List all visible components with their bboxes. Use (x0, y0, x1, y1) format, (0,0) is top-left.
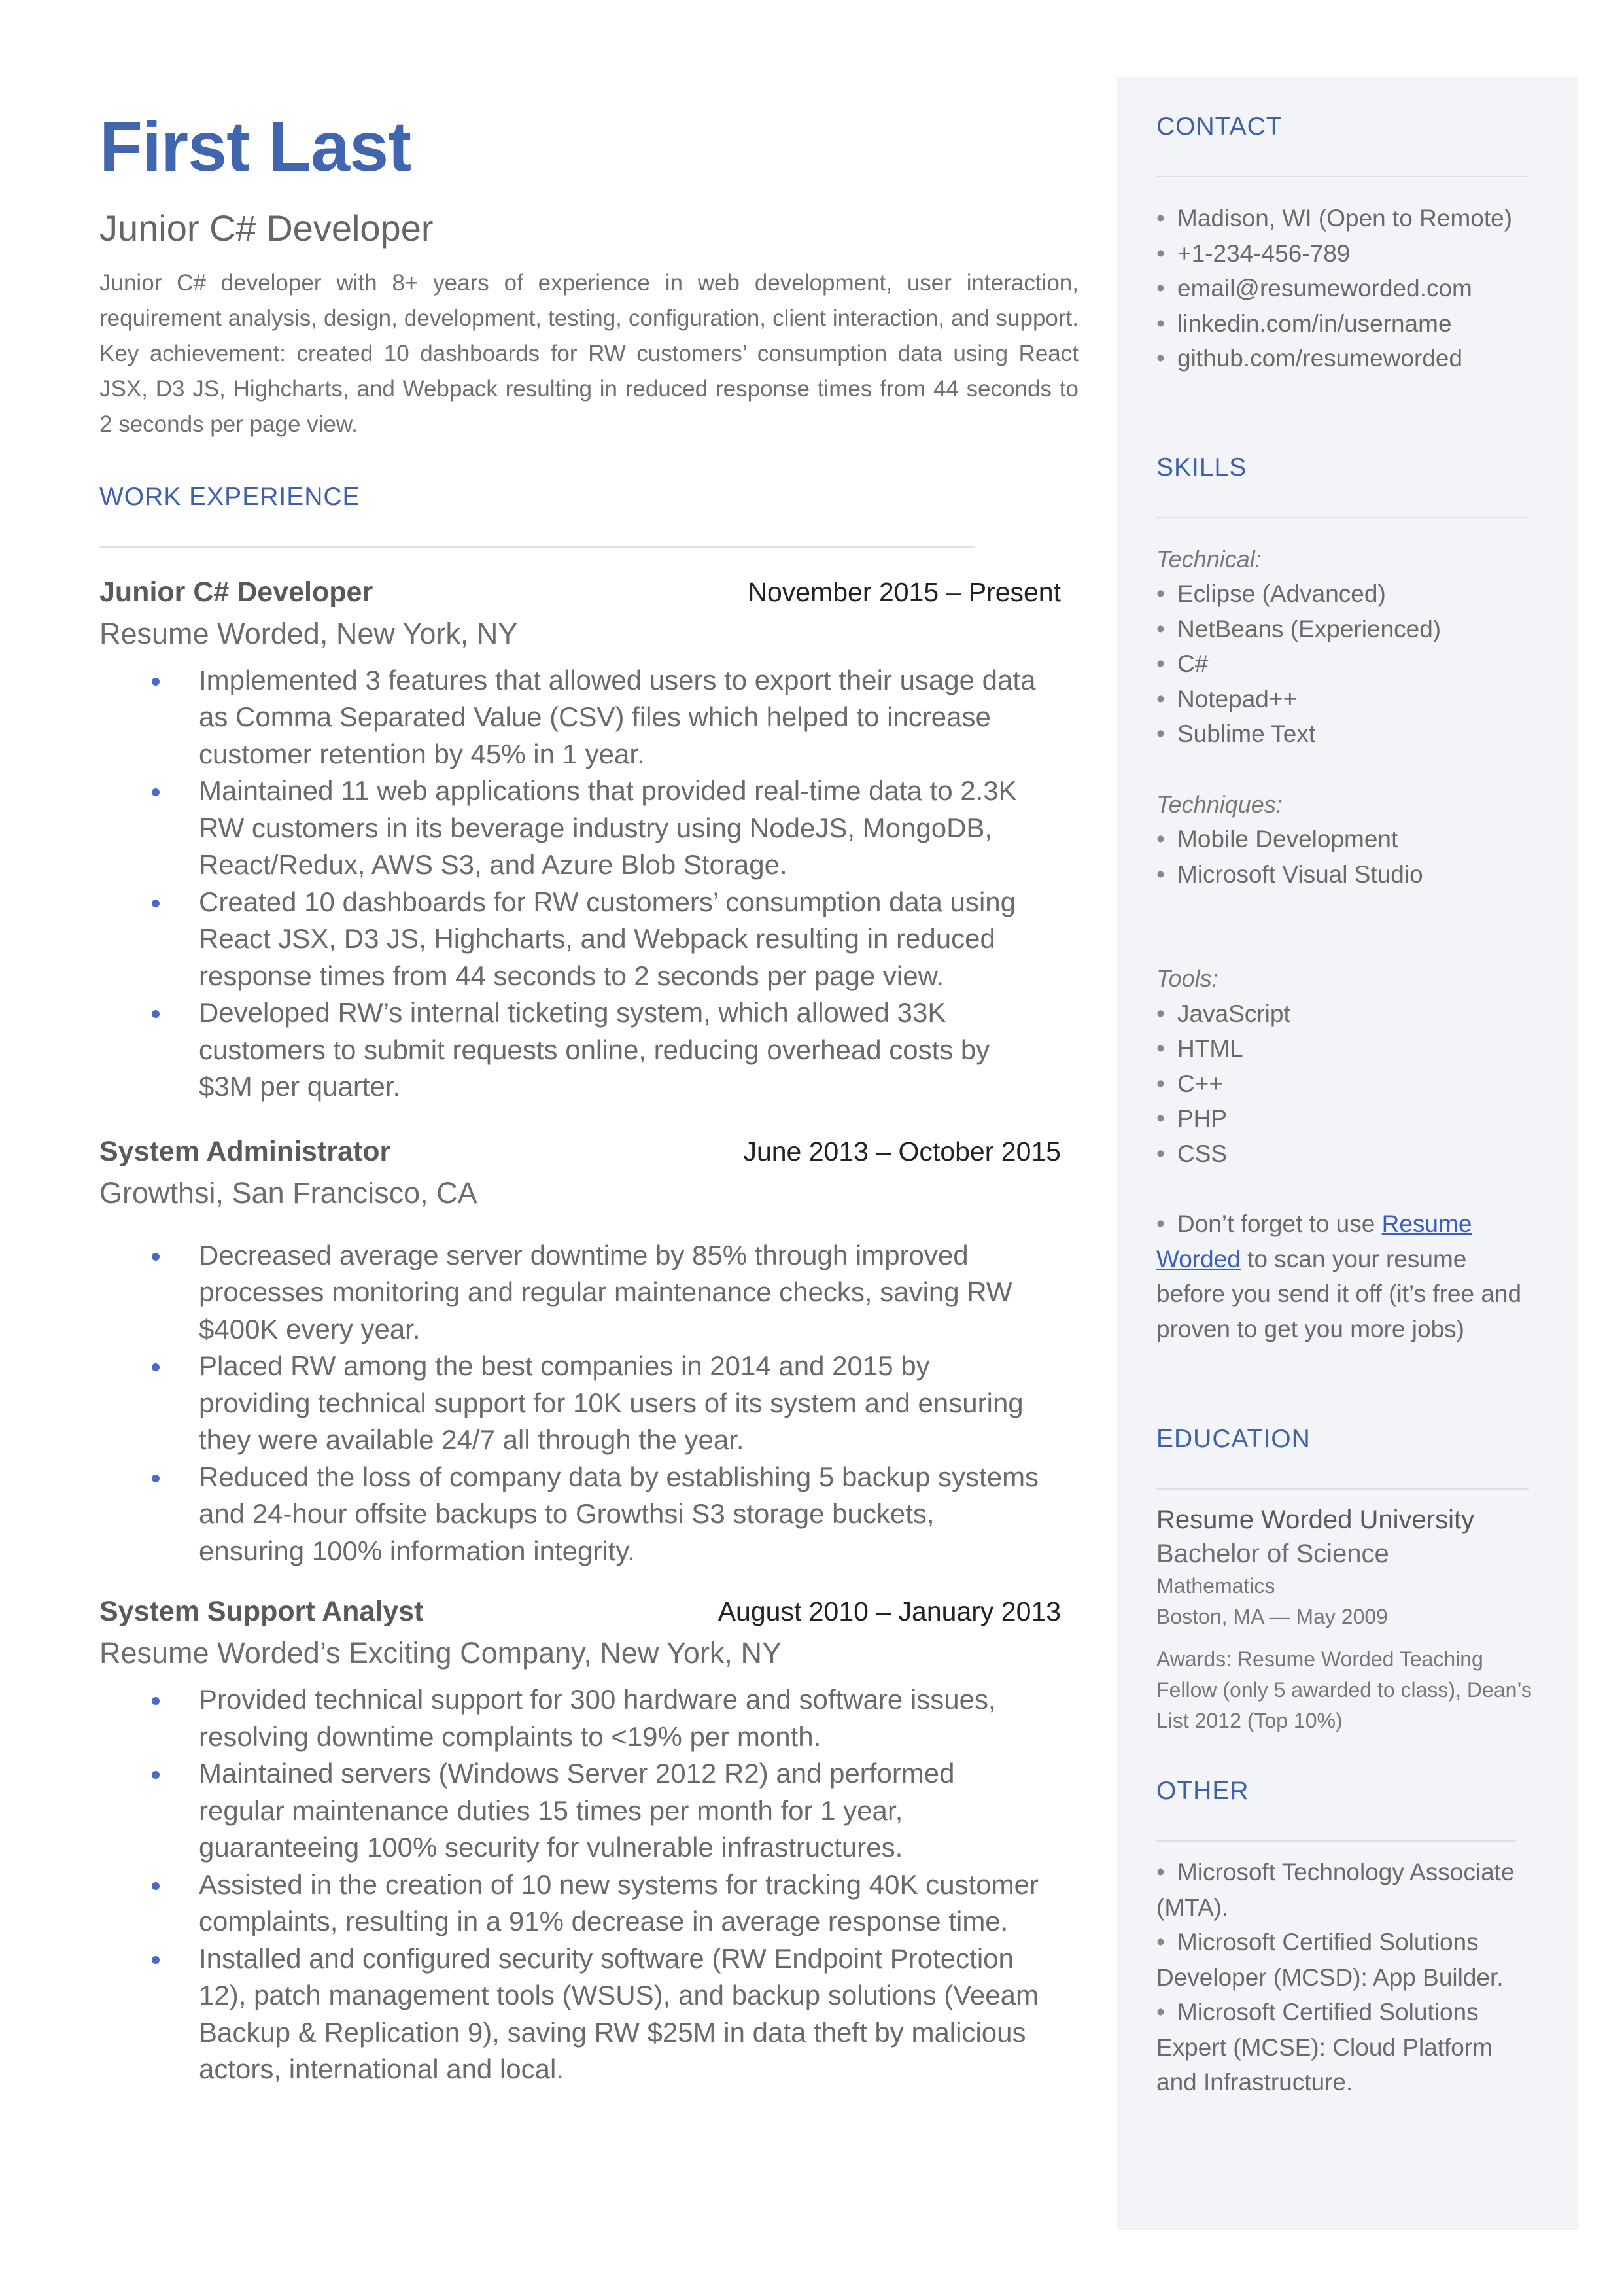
bullet-dot (152, 1363, 160, 1371)
list-item: • Notepad++ (1156, 685, 1298, 712)
list-item: • Sublime Text (1156, 720, 1316, 747)
summary: Junior C# developer with 8+ years of experience in web development, user interaction, requirement analysis, design, development, testing, configuration, client interaction, and support. Key achievement: created 10 dashboards for RW customers’ consumption data using React JSX, D3 JS, Highcharts, and Webpack resulting in reduced response times from 44 seconds to 2 seconds per page view. (99, 270, 1079, 437)
job-entry (99, 576, 1061, 1106)
sidebar-content (1156, 114, 1536, 2100)
job-title: System Administrator (99, 1135, 391, 1167)
job-title: System Support Analyst (99, 1596, 424, 1628)
job-title: Junior C# Developer (99, 576, 373, 608)
education-school: Resume Worded University (1156, 1505, 1475, 1534)
job-company: Resume Worded, New York, NY (99, 616, 518, 650)
list-item: Created 10 dashboards for RW customers’ consumption data using React JSX, D3 JS, Highcharts, and Webpack resulting in reduced response times from 44 seconds to 2 seconds per page view. (199, 884, 1045, 995)
contact-phone[interactable]: • +1-234-456-789 (1156, 239, 1351, 267)
divider (99, 546, 975, 548)
divider (1156, 1488, 1529, 1490)
list-item: • Microsoft Technology Associate (MTA). (1156, 1859, 1515, 1921)
bullet-dot (152, 1253, 160, 1261)
resume-worded-tip: • Don’t forget to use Resume Worded to scan your resume before you send it off (it’s free and proven to get you more jobs) (1156, 1210, 1522, 1342)
skills-heading: SKILLS (1156, 453, 1247, 482)
education-degree: Bachelor of Science (1156, 1539, 1389, 1568)
list-item: • C++ (1156, 1070, 1223, 1097)
list-item: Implemented 3 features that allowed users to export their usage data as Comma Separated Value (CSV) files which helped to increase customer retention by 45% in 1 year. (199, 662, 1045, 773)
list-item: Installed and configured security software (RW Endpoint Protection 12), patch management tools (WSUS), and backup solutions (Veeam Backup & Replication 9), saving RW $25M in data theft by malicious actors, international and local. (199, 1940, 1045, 2088)
skills-techniques-list (1156, 822, 1536, 892)
list-item: Assisted in the creation of 10 new systems for tracking 40K customer complaints, resulting in a 91% decrease in average response time. (199, 1866, 1045, 1940)
bullet-dot (152, 1882, 160, 1890)
list-item: • C# (1156, 650, 1209, 677)
education-heading: EDUCATION (1156, 1425, 1311, 1453)
resume-worded-link[interactable]: Resume Worded (1156, 1210, 1472, 1272)
skills-tools-list (1156, 996, 1536, 1172)
list-item: • Microsoft Certified Solutions Expert (MCSE): Cloud Platform and Infrastructure. (1156, 1999, 1493, 2095)
list-item: Provided technical support for 300 hardware and software issues, resolving downtime complaints to <19% per month. (199, 1681, 1045, 1755)
sidebar (1117, 77, 1578, 2230)
list-item: • Microsoft Certified Solutions Developer (MCSD): App Builder. (1156, 1929, 1504, 1991)
contact-linkedin[interactable]: • linkedin.com/in/username (1156, 309, 1452, 337)
divider (1156, 176, 1529, 177)
list-item: Decreased average server downtime by 85% through improved processes monitoring and regular maintenance checks, saving RW $400K every year. (199, 1237, 1045, 1348)
main-column (99, 107, 1080, 2088)
list-item: Developed RW’s internal ticketing system, which allowed 33K customers to submit requests online, reducing overhead costs by $3M per quarter. (199, 994, 1045, 1106)
candidate-name: First Last (99, 107, 411, 186)
skills-category-technical: Technical: (1156, 545, 1262, 572)
list-item: • Microsoft Visual Studio (1156, 860, 1423, 888)
divider (1156, 1840, 1516, 1842)
list-item: • Eclipse (Advanced) (1156, 580, 1386, 607)
list-item: • JavaScript (1156, 1000, 1290, 1027)
contact-heading: CONTACT (1156, 113, 1283, 141)
bullet-dot (152, 900, 160, 907)
job-bullets (99, 662, 1045, 1106)
list-item: Maintained 11 web applications that provided real-time data to 2.3K RW customers in its beverage industry using NodeJS, MongoDB, React/Redux, AWS S3, and Azure Blob Storage. (199, 773, 1045, 884)
bullet-dot (152, 788, 160, 796)
education-awards: Awards: Resume Worded Teaching Fellow (only 5 awarded to class), Dean’s List 2012 (Top 10%) (1156, 1647, 1532, 1732)
contact-email[interactable]: • email@resumeworded.com (1156, 275, 1472, 302)
education-location-date: Boston, MA — May 2009 (1156, 1605, 1388, 1628)
work-experience-heading: WORK EXPERIENCE (99, 482, 360, 511)
job-date: November 2015 – Present (748, 576, 1061, 607)
bullet-dot (152, 1010, 160, 1018)
bullet-dot (152, 1956, 160, 1964)
job-entry (99, 1135, 1061, 1570)
skills-technical-list (1156, 576, 1536, 752)
skills-category-techniques: Techniques: (1156, 790, 1283, 818)
other-list (1156, 1855, 1536, 2100)
contact-location: • Madison, WI (Open to Remote) (1156, 205, 1513, 232)
job-date: August 2010 – January 2013 (717, 1596, 1061, 1627)
job-company: Growthsi, San Francisco, CA (99, 1176, 477, 1210)
list-item: • PHP (1156, 1105, 1228, 1132)
bullet-dot (152, 1475, 160, 1482)
job-bullets (99, 1237, 1045, 1570)
job-entry (99, 1596, 1061, 2088)
job-title-heading: Junior C# Developer (99, 207, 434, 249)
contact-github[interactable]: • github.com/resumeworded (1156, 345, 1462, 372)
list-item: • CSS (1156, 1140, 1228, 1167)
other-heading: OTHER (1156, 1777, 1249, 1805)
education-major: Mathematics (1156, 1574, 1275, 1598)
job-bullets (99, 1681, 1045, 2088)
list-item: Reduced the loss of company data by establishing 5 backup systems and 24-hour offsite backups to Growthsi S3 storage buckets, ensuring 100% information integrity. (199, 1459, 1045, 1570)
bullet-dot (152, 678, 160, 686)
contact-list (1156, 201, 1536, 376)
divider (1156, 517, 1529, 518)
skills-category-tools: Tools: (1156, 965, 1218, 992)
job-date: June 2013 – October 2015 (743, 1136, 1061, 1166)
list-item: • NetBeans (Experienced) (1156, 615, 1442, 642)
list-item: • HTML (1156, 1035, 1243, 1062)
bullet-dot (152, 1771, 160, 1779)
list-item: Maintained servers (Windows Server 2012 R2) and performed regular maintenance duties 15 times per month for 1 year, guaranteeing 100% security for vulnerable infrastructures. (199, 1755, 1045, 1866)
list-item: Placed RW among the best companies in 2014 and 2015 by providing technical support for 10K users of its system and ensuring they were available 24/7 all through the year. (199, 1348, 1045, 1459)
list-item: • Mobile Development (1156, 826, 1398, 852)
job-company: Resume Worded’s Exciting Company, New York, NY (99, 1636, 782, 1670)
bullet-dot (152, 1697, 160, 1705)
